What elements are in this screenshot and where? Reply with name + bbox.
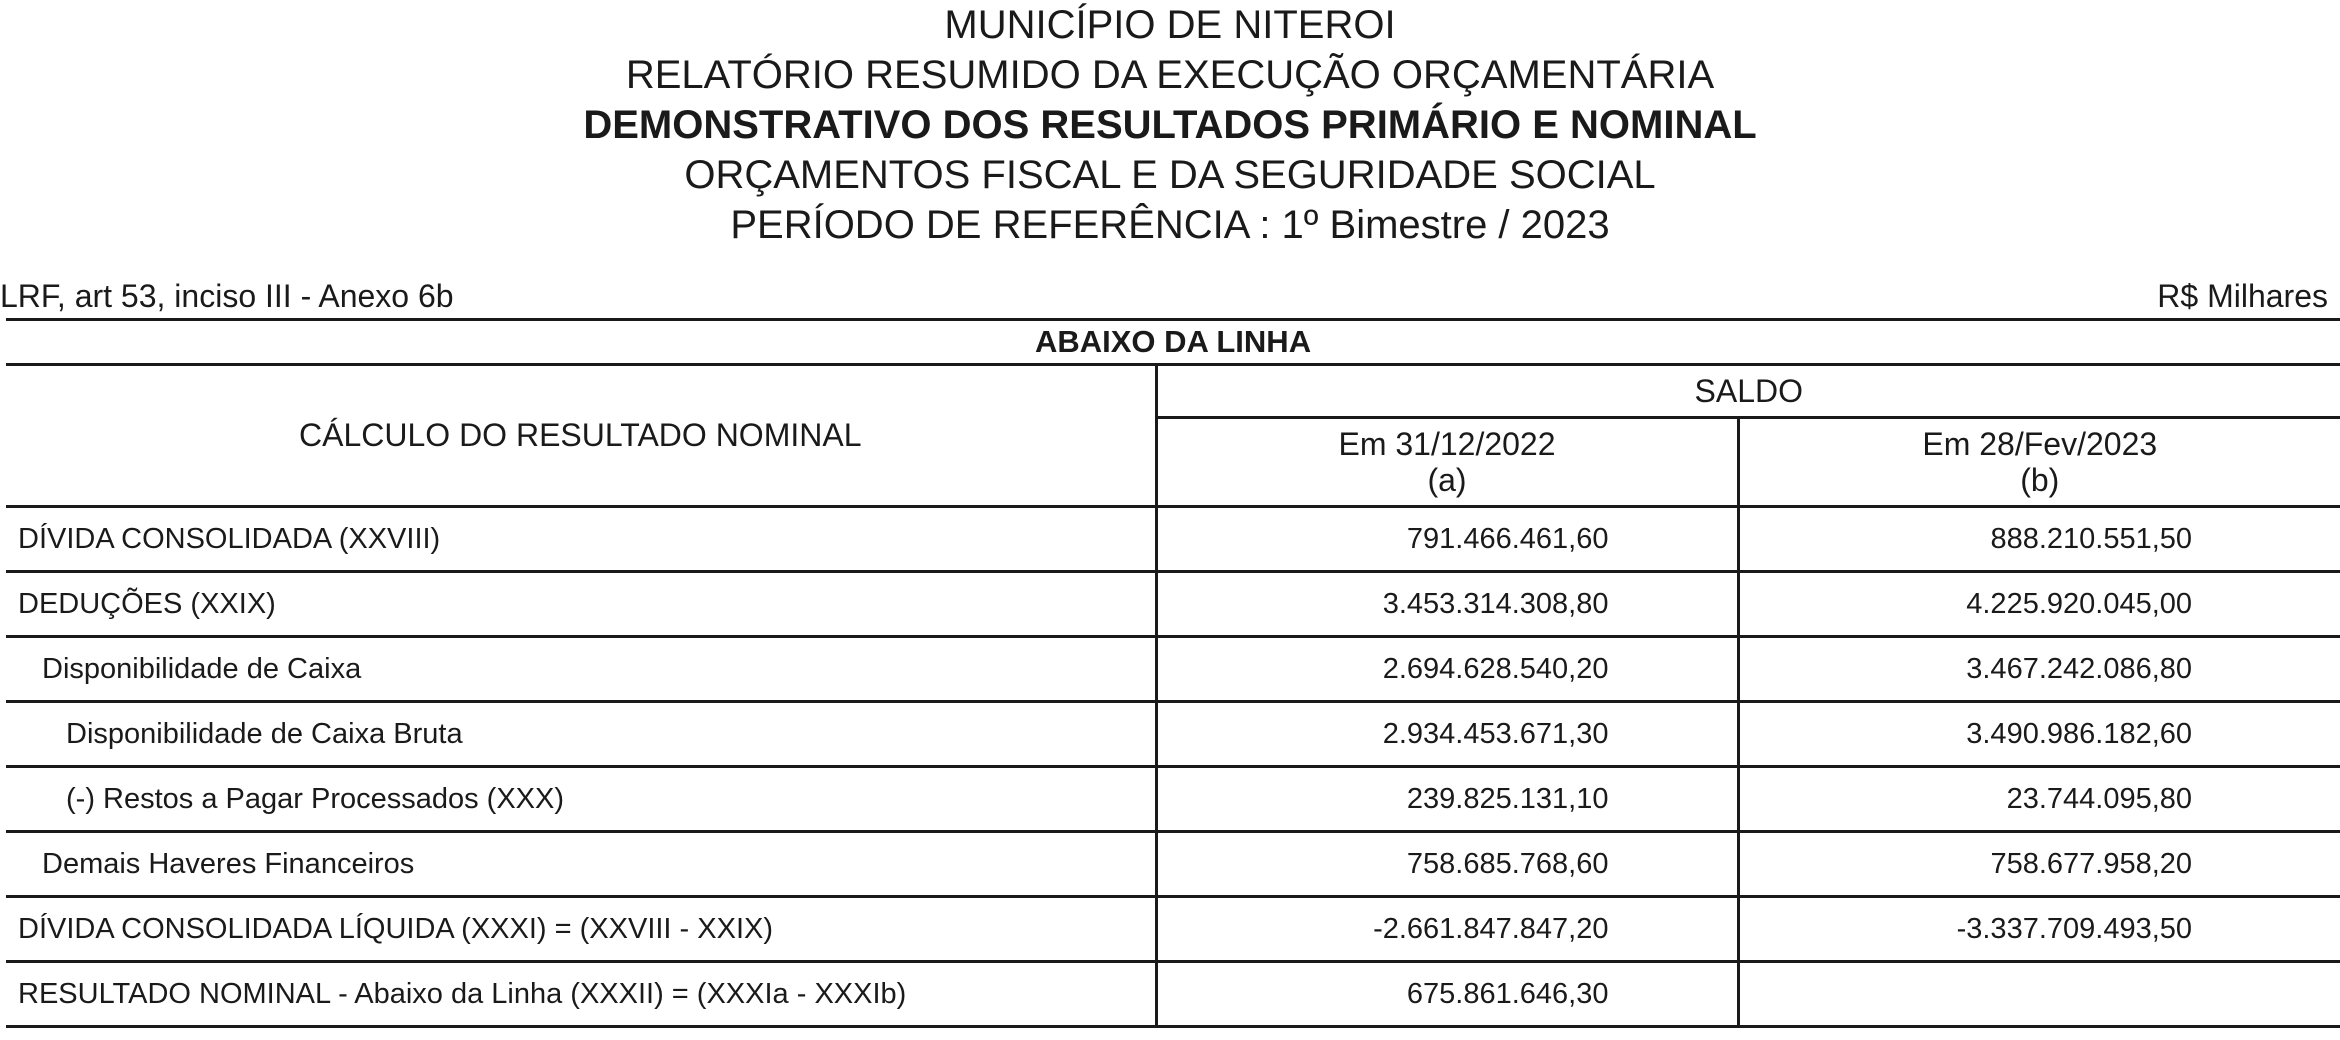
value-b: 3.467.242.086,80 [1738, 637, 2340, 702]
row-label: DÍVIDA CONSOLIDADA LÍQUIDA (XXXI) = (XXVIII - XXIX) [6, 897, 1156, 962]
report-header [0, 0, 2340, 250]
table-row [6, 962, 2340, 1027]
band-title: ABAIXO DA LINHA [6, 320, 2340, 365]
value-b: 4.225.920.045,00 [1738, 572, 2340, 637]
group-header-saldo: SALDO [1156, 365, 2340, 418]
currency-unit: R$ Milhares [2157, 278, 2328, 314]
row-header: CÁLCULO DO RESULTADO NOMINAL [6, 365, 1156, 507]
value-b: 888.210.551,50 [1738, 507, 2340, 572]
column-b-tag: (b) [2020, 462, 2060, 498]
column-header-b [1738, 418, 2340, 507]
value-a: 758.685.768,60 [1156, 832, 1738, 897]
nominal-result-table [6, 318, 2340, 1028]
subheader [0, 276, 2328, 316]
column-header-a [1156, 418, 1738, 507]
table-row [6, 897, 2340, 962]
value-a: 791.466.461,60 [1156, 507, 1738, 572]
period-title: PERÍODO DE REFERÊNCIA : 1º Bimestre / 2023 [730, 203, 1610, 247]
budgets-title: ORÇAMENTOS FISCAL E DA SEGURIDADE SOCIAL [684, 153, 1656, 197]
statement-title: DEMONSTRATIVO DOS RESULTADOS PRIMÁRIO E NOMINAL [583, 103, 1757, 147]
row-label: Demais Haveres Financeiros [6, 832, 1156, 897]
table-row [6, 572, 2340, 637]
value-b: 3.490.986.182,60 [1738, 702, 2340, 767]
row-label: Disponibilidade de Caixa [6, 637, 1156, 702]
municipality-title: MUNICÍPIO DE NITEROI [944, 3, 1396, 47]
value-a: 3.453.314.308,80 [1156, 572, 1738, 637]
value-b: 23.744.095,80 [1738, 767, 2340, 832]
value-a: 2.934.453.671,30 [1156, 702, 1738, 767]
value-a: 2.694.628.540,20 [1156, 637, 1738, 702]
row-label: DEDUÇÕES (XXIX) [6, 572, 1156, 637]
column-b-label: Em 28/Fev/2023 [1922, 426, 2158, 462]
row-label: DÍVIDA CONSOLIDADA (XXVIII) [6, 507, 1156, 572]
value-a: 239.825.131,10 [1156, 767, 1738, 832]
table-row [6, 507, 2340, 572]
legal-reference: LRF, art 53, inciso III - Anexo 6b [0, 278, 454, 314]
table-row [6, 637, 2340, 702]
value-b: 758.677.958,20 [1738, 832, 2340, 897]
column-a-label: Em 31/12/2022 [1338, 426, 1556, 462]
table-row [6, 767, 2340, 832]
value-b [1738, 962, 2340, 1027]
row-label: Disponibilidade de Caixa Bruta [6, 702, 1156, 767]
value-a: 675.861.646,30 [1156, 962, 1738, 1027]
column-a-tag: (a) [1427, 462, 1467, 498]
table-row [6, 832, 2340, 897]
value-a: -2.661.847.847,20 [1156, 897, 1738, 962]
report-title: RELATÓRIO RESUMIDO DA EXECUÇÃO ORÇAMENTÁRIA [625, 53, 1715, 97]
row-label: (-) Restos a Pagar Processados (XXX) [6, 767, 1156, 832]
row-label: RESULTADO NOMINAL - Abaixo da Linha (XXXII) = (XXXIa - XXXIb) [6, 962, 1156, 1027]
value-b: -3.337.709.493,50 [1738, 897, 2340, 962]
table-row [6, 702, 2340, 767]
